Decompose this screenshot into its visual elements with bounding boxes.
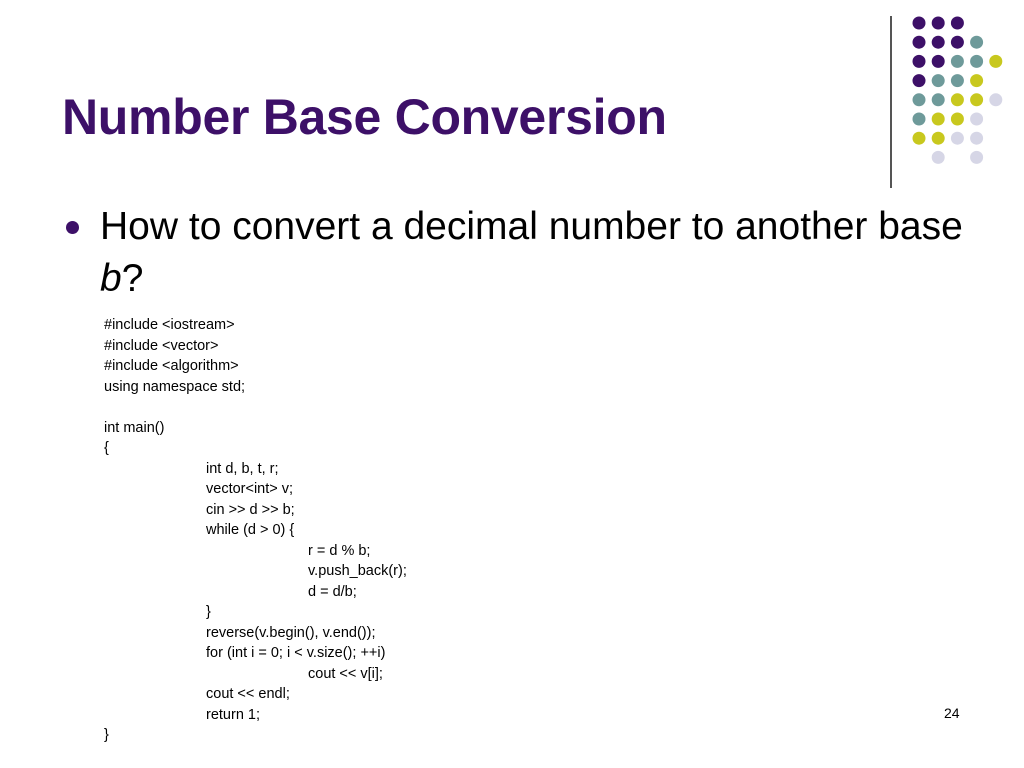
decor-dot [913, 55, 926, 68]
decor-dot [951, 55, 964, 68]
decor-dot [932, 93, 945, 106]
page-number: 24 [944, 705, 960, 721]
decor-dot [913, 93, 926, 106]
code-line: #include <algorithm> [104, 358, 239, 374]
code-line: cin >> d >> b; [206, 501, 295, 518]
decor-dot [989, 93, 1002, 106]
bullet-variable: b [100, 257, 122, 300]
decor-dot [989, 55, 1002, 68]
bullet-text [100, 201, 980, 305]
code-line: reverse(v.begin(), v.end()); [206, 624, 376, 641]
bullet-text-end: ? [121, 257, 144, 300]
decor-dot [932, 74, 945, 87]
code-line: v.push_back(r); [308, 563, 407, 579]
code-line: vector<int> v; [206, 481, 294, 497]
decor-dot [951, 113, 964, 126]
decor-dot [970, 113, 983, 126]
code-line: d = d/b; [308, 583, 357, 600]
decor-dot [970, 132, 983, 145]
decor-dot [970, 151, 983, 164]
code-line [104, 397, 407, 418]
decorative-dot-grid [0, 0, 1024, 200]
code-line: using namespace std; [104, 378, 246, 395]
decor-dot [932, 132, 945, 145]
decor-dot [932, 113, 945, 126]
decor-dot [951, 93, 964, 106]
decor-dot [970, 55, 983, 68]
code-line: #include <iostream> [104, 317, 235, 333]
code-block [104, 315, 407, 746]
decor-dot [913, 17, 926, 30]
decor-dot [951, 132, 964, 145]
code-line: r = d % b; [308, 542, 371, 559]
decor-dot [970, 74, 983, 87]
code-line: while (d > 0) { [206, 522, 295, 538]
decor-dot [932, 55, 945, 68]
code-line: } [104, 727, 109, 743]
decor-dot [970, 93, 983, 106]
decor-dot [932, 151, 945, 164]
decor-dot [951, 36, 964, 49]
decor-dot [932, 36, 945, 49]
decor-dot [951, 74, 964, 87]
slide-title: Number Base Conversion [62, 89, 667, 145]
decor-dot [913, 36, 926, 49]
code-line: { [104, 440, 109, 456]
code-line: cout << endl; [206, 686, 290, 702]
code-line: #include <vector> [104, 337, 219, 354]
code-line: int d, b, t, r; [206, 460, 279, 477]
decor-dot [970, 36, 983, 49]
code-line: cout << v[i]; [308, 665, 383, 682]
bullet-text-main: How to convert a decimal number to another base [100, 205, 963, 248]
bullet-marker [66, 221, 79, 234]
decor-dot [951, 17, 964, 30]
decor-dot [913, 113, 926, 126]
decor-dot [913, 74, 926, 87]
code-line: int main() [104, 419, 165, 436]
code-line: } [206, 604, 211, 620]
decor-dot [932, 17, 945, 30]
code-line: return 1; [206, 706, 260, 723]
code-line: for (int i = 0; i < v.size(); ++i) [206, 645, 386, 661]
decor-dot [913, 132, 926, 145]
